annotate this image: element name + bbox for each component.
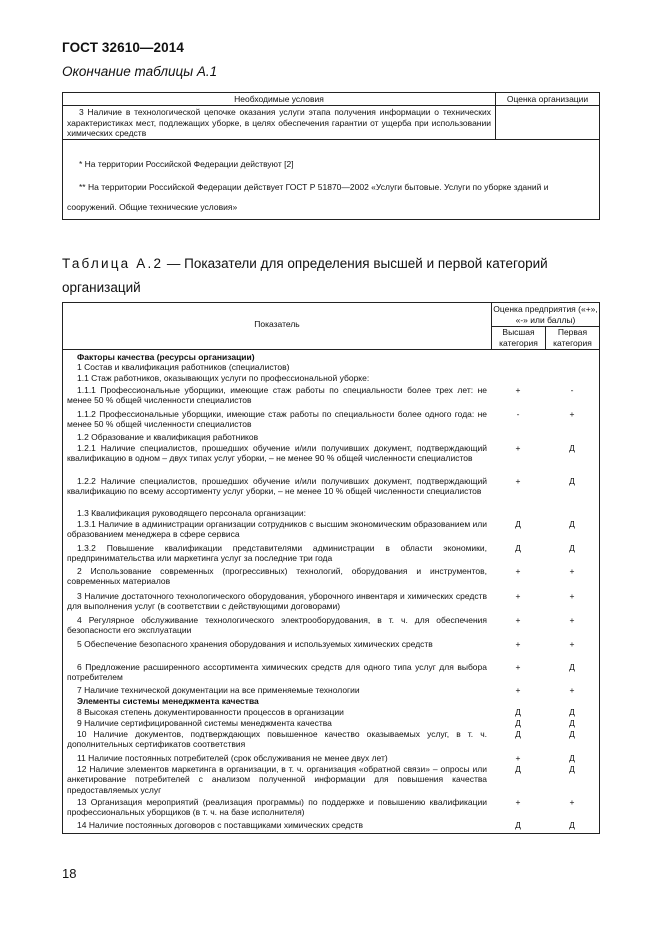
indicator-text: 11 Наличие постоянных потребителей (срок обслуживания не менее двух лет): [77, 753, 388, 763]
indicator-text: 6 Предложение расширенного ассортимента химических средств для одного типа услуг для выбора потребителем: [67, 662, 487, 683]
indicator-text: 7 Наличие технической документации на все применяемые технологии: [77, 685, 360, 695]
first-category-score: Д: [569, 820, 575, 830]
table-a1-col-score: Оценка организации: [506, 94, 589, 104]
indicator-text: 12 Наличие элементов маркетинга в организации, в т. ч. организация «обратной связи» – опросы или анкетирование потребителей с анализом полученной информации для повышения качества предоставляемых услуг: [67, 764, 487, 795]
highest-category-score: +: [515, 443, 521, 453]
highest-category-score: +: [515, 566, 521, 576]
first-category-score: Д: [569, 662, 575, 672]
table-a2-caption: [62, 252, 602, 300]
highest-category-score: Д: [515, 729, 521, 739]
first-category-score: Д: [569, 729, 575, 739]
table-a2-col-score: Оценка предприятия («+», «-» или баллы): [493, 304, 598, 325]
footnote-2: ** На территории Российской Федерации действует ГОСТ Р 51870—2002 «Услуги бытовые. Услуги по уборке зданий и сооружений. Общие технические условия»: [67, 182, 549, 212]
footnote-1: * На территории Российской Федерации действуют [2]: [79, 159, 294, 169]
first-category-score: Д: [569, 543, 575, 553]
indicator-text: 1.2 Образование и квалификация работников: [77, 432, 259, 442]
indicator-text: 2 Использование современных (прогрессивных) технологий, оборудования и инструментов, современных материалов: [67, 566, 487, 587]
highest-category-score: Д: [515, 519, 521, 529]
indicator-text: 5 Обеспечение безопасного хранения оборудования и используемых химических средств: [77, 639, 433, 649]
first-category-score: Д: [569, 476, 575, 486]
table-a2-caption-text: — Показатели для определения высшей и первой категорий организаций: [62, 256, 548, 295]
first-category-score: Д: [569, 718, 575, 728]
first-category-score: +: [569, 615, 575, 625]
highest-category-score: Д: [515, 764, 521, 774]
first-category-score: +: [569, 685, 575, 695]
table-a1-col-conditions: Необходимые условия: [234, 94, 324, 104]
section-heading: Элементы системы менеджмента качества: [77, 696, 259, 706]
first-category-score: +: [569, 409, 575, 419]
indicator-text: 1.3.1 Наличие в администрации организации сотрудников с высшим экономическим образованием или образованием менеджера в сфере сервиса: [67, 519, 487, 540]
first-category-score: -: [570, 385, 574, 395]
first-category-score: Д: [569, 764, 575, 774]
indicator-text: 14 Наличие постоянных договоров с поставщиками химических средств: [77, 820, 364, 830]
section-heading: Факторы качества (ресурсы организации): [77, 352, 255, 362]
table-a2-col-highest: Высшая категория: [499, 327, 538, 348]
highest-category-score: -: [516, 409, 520, 419]
indicator-text: 1.3 Квалификация руководящего персонала организации:: [77, 508, 307, 518]
indicator-text: 13 Организация мероприятий (реализация программы) по поддержке и повышению квалификации профессиональных уборщиков (в т. ч. на базе исполнителя): [67, 797, 487, 818]
highest-category-score: Д: [515, 543, 521, 553]
table-a1-row-3: 3 Наличие в технологической цепочке оказания услуги этапа получения информации о технических характеристиках мест, подлежащих уборке, в целях обеспечения гарантии от ущерба при использовании химических средств: [67, 107, 491, 138]
highest-category-score: +: [515, 685, 521, 695]
first-category-score: Д: [569, 753, 575, 763]
indicator-text: 1.2.1 Наличие специалистов, прошедших обучение и/или получивших документ, подтверждающий квалификацию в одном – двух типах услуг уборки, – не менее 90 % общей численности специалистов: [67, 443, 487, 464]
first-category-score: Д: [569, 519, 575, 529]
highest-category-score: +: [515, 591, 521, 601]
indicator-text: 4 Регулярное обслуживание технологического электрооборудования, в т. ч. для обеспечения безопасности его эксплуатации: [67, 615, 487, 636]
highest-category-score: Д: [515, 718, 521, 728]
highest-category-score: +: [515, 385, 521, 395]
highest-category-score: +: [515, 615, 521, 625]
indicator-text: 1.2.2 Наличие специалистов, прошедших обучение и/или получивших документ, подтверждающий квалификацию по всему ассортименту услуг уборки, – не менее 10 % общей численности специалистов: [67, 476, 487, 497]
indicator-text: 1.1.1 Профессиональные уборщики, имеющие стаж работы по специальности более трех лет: не менее 50 % общей численности специалистов: [67, 385, 487, 406]
table-a2: [62, 302, 600, 834]
first-category-score: Д: [569, 443, 575, 453]
indicator-text: 1.1.2 Профессиональные уборщики, имеющие стаж работы по специальности более одного года: не менее 50 % общей численности специалистов: [67, 409, 487, 430]
highest-category-score: +: [515, 753, 521, 763]
first-category-score: +: [569, 639, 575, 649]
indicator-text: 3 Наличие достаточного технологического оборудования, уборочного инвентаря и химических средств для выполнения услуг (в соответствии с действующими договорами): [67, 591, 487, 612]
page-number: 18: [62, 866, 77, 881]
first-category-score: +: [569, 566, 575, 576]
highest-category-score: Д: [515, 707, 521, 717]
highest-category-score: +: [515, 797, 521, 807]
highest-category-score: +: [515, 476, 521, 486]
table-continuation-title: Окончание таблицы А.1: [62, 64, 218, 79]
indicator-text: 10 Наличие документов, подтверждающих повышенное качество оказываемых услуг, в т. ч. дополнительных сертификатов соответствия: [67, 729, 487, 750]
indicator-text: 1 Состав и квалификация работников (специалистов): [77, 362, 290, 372]
indicator-text: 1.3.2 Повышение квалификации представителями администрации в области экономики, предпринимательства или маркетинга услуг за последние три года: [67, 543, 487, 564]
first-category-score: Д: [569, 707, 575, 717]
highest-category-score: +: [515, 662, 521, 672]
indicator-text: 9 Наличие сертифицированной системы менеджмента качества: [77, 718, 332, 728]
standard-number: ГОСТ 32610—2014: [62, 40, 184, 55]
table-a1-end: [62, 92, 600, 220]
indicator-text: 8 Высокая степень документированности процессов в организации: [77, 707, 344, 717]
table-a2-col-first: Первая категория: [553, 327, 592, 348]
table-a2-col-indicator: Показатель: [254, 319, 300, 329]
first-category-score: +: [569, 591, 575, 601]
highest-category-score: +: [515, 639, 521, 649]
highest-category-score: Д: [515, 820, 521, 830]
indicator-text: 1.1 Стаж работников, оказывающих услуги по профессиональной уборке:: [77, 373, 370, 383]
table-a2-label: Таблица А.2: [62, 256, 164, 271]
first-category-score: +: [569, 797, 575, 807]
